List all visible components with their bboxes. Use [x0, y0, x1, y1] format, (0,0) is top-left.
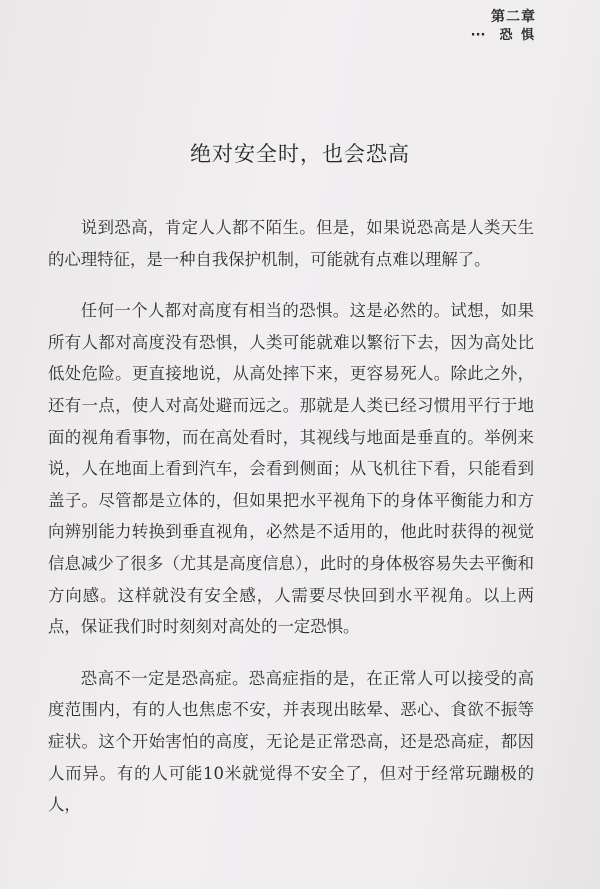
chapter-number: 第二章 — [491, 9, 536, 25]
paragraph: 说到恐高，肯定人人都不陌生。但是，如果说恐高是人类天生的心理特征，是一种自我保护机制，可能就有点难以理解了。 — [48, 218, 534, 269]
running-header — [471, 8, 536, 46]
paragraph: 恐高不一定是恐高症。恐高症指的是，在正常人可以接受的高度范围内，有的人也焦虑不安，并表现出眩晕、恶心、食欲不振等症状。这个开始害怕的高度，无论是正常恐高，还是恐高症，都因人而异。有的人可能10米就觉得不安全了，但对于经常玩蹦极的人， — [48, 668, 534, 815]
chapter-dots: ··· — [470, 28, 486, 43]
chapter-title-line — [471, 26, 536, 46]
paragraph: 任何一个人都对高度有相当的恐惧。这是必然的。试想，如果所有人都对高度没有恐惧，人类可能就难以繁衍下去，因为高处比低处危险。更直接地说，从高处摔下来，更容易死人。除此之外，还有一点，使人对高处避而远之。那就是人类已经习惯用平行于地面的视角看事物，而在高处看时，其视线与地面是垂直的。举例来说，人在地面上看到汽车，会看到侧面；从飞机往下看，只能看到盖子。尽管都是立体的，但如果把水平视角下的身体平衡能力和方向辨别能力转换到垂直视角，必然是不适用的，他此时获得的视觉信息减少了很多（尤其是高度信息），此时的身体极容易失去平衡和方向感。这样就没有安全感，人需要尽快回到水平视角。以上两点，保证我们时时刻刻对高处的一定恐惧。 — [48, 301, 534, 637]
section-title: 绝对安全时，也会恐高 — [190, 142, 410, 166]
chapter-title: 恐 惧 — [499, 28, 536, 43]
body-text — [48, 212, 534, 841]
